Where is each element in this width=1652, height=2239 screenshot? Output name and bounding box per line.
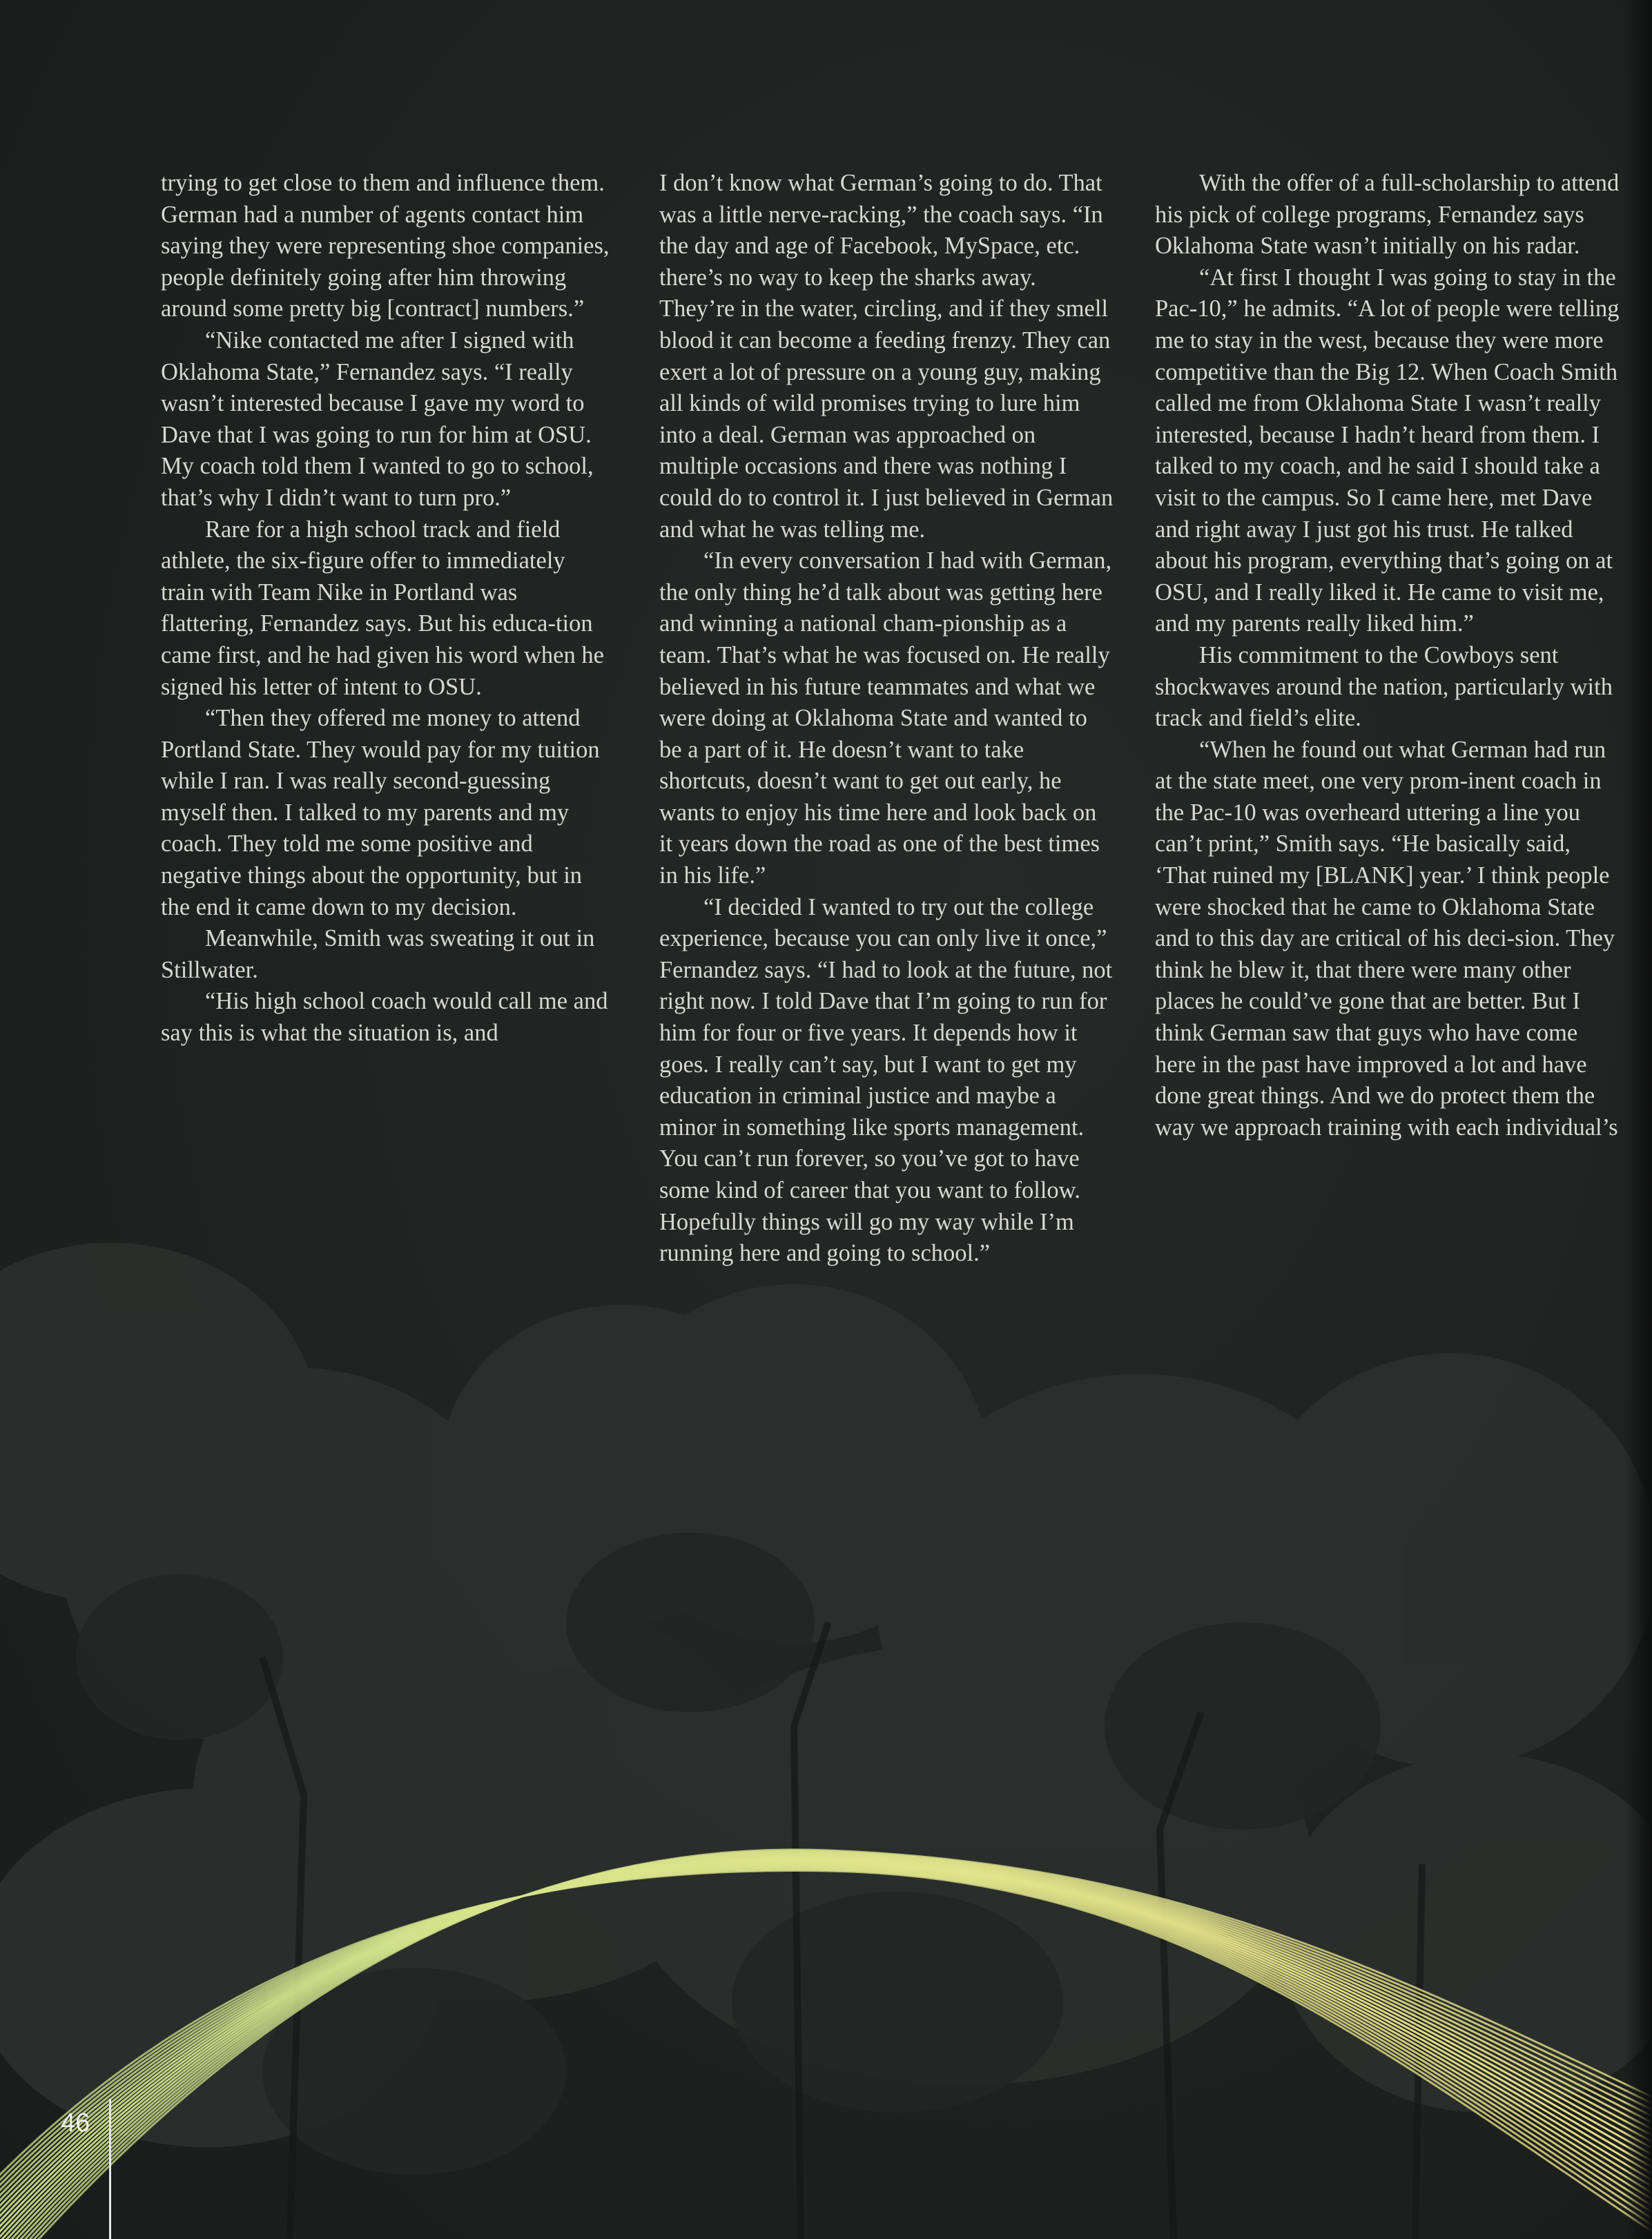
article-column-2 xyxy=(659,168,1115,1270)
paragraph: Rare for a high school track and field athlete, the six-figure offer to immediately train with Team Nike in Portland was flattering, Fernandez says. But his educa-tion came first, and he had given his word when he signed his letter of intent to OSU. xyxy=(161,516,604,700)
paragraph: “Nike contacted me after I signed with Oklahoma State,” Fernandez says. “I really wasn’t interested because I gave my word to Dave that I was going to run for him at OSU. My coach told them I wanted to go to school, that’s why I didn’t want to turn pro.” xyxy=(161,327,594,511)
paragraph: “I decided I wanted to try out the college experience, because you can only live it once,” Fernandez says. “I had to look at the future, not right now. I told Dave that I’m going to run for him for four or five years. It depends how it goes. I really can’t say, but I want to get my education in criminal justice and maybe a minor in something like sports management. You can’t run forever, so you’ve got to have some kind of career that you want to follow. Hopefully things will go my way while I’m running here and going to school.” xyxy=(659,893,1113,1267)
paragraph: “In every conversation I had with German, the only thing he’d talk about was getting here and winning a national cham-pionship as a team. That’s what he was focused on. He really believed in his future teammates and what we were doing at Oklahoma State and wanted to be a part of it. He doesn’t want to take shortcuts, doesn’t want to get out early, he wants to enjoy his time here and look back on it years down the road as one of the best times in his life.” xyxy=(659,547,1112,889)
paragraph: Meanwhile, Smith was sweating it out in Stillwater. xyxy=(161,925,595,983)
paragraph: With the offer of a full-scholarship to attend his pick of college programs, Fernandez says Oklahoma State wasn’t initially on his radar. xyxy=(1155,170,1620,260)
page-gutter-shadow xyxy=(1624,0,1652,2239)
swoosh-line xyxy=(0,1865,1652,2220)
article-column-1 xyxy=(161,168,611,1049)
paragraph: “Then they offered me money to attend Portland State. They would pay for my tuition while I ran. I was really second-guessing myself then. I talked to my parents and my coach. They told me some positive and negative things about the opportunity, but in the end it came down to my decision. xyxy=(161,705,600,920)
article-column-3 xyxy=(1155,168,1624,1143)
page-number: 46 xyxy=(61,2109,90,2138)
paragraph: “At first I thought I was going to stay in the Pac-10,” he admits. “A lot of people were telling me to stay in the west, because they were more competitive than the Big 12. When Coach Smith called me from Oklahoma State I wasn’t really interested, because I hadn’t heard from them. I talked to my coach, and he said I should take a visit to the campus. So I came here, met Dave and right away I just got his trust. He talked about his program, everything that’s going on at OSU, and I really liked it. He came to visit me, and my parents really liked him.” xyxy=(1155,264,1620,637)
paragraph: trying to get close to them and influence them. German had a number of agents contact him saying they were representing shoe companies, people definitely going after him throwing around some pretty big [contract] numbers.” xyxy=(161,170,610,322)
paragraph: I don’t know what German’s going to do. That was a little nerve-racking,” the coach says. “In the day and age of Facebook, MySpace, etc. there’s no way to keep the sharks away. They’re in the water, circling, and if they smell blood it can become a feeding frenzy. They can exert a lot of pressure on a young guy, making all kinds of wild promises trying to lure him into a deal. German was approached on multiple occasions and there was nothing I could do to control it. I just believed in German and what he was telling me. xyxy=(659,170,1114,543)
paragraph: “His high school coach would call me and say this is what the situation is, and xyxy=(161,988,608,1047)
swoosh-line xyxy=(0,1858,1652,2239)
paragraph: “When he found out what German had run at the state meet, one very prom-inent coach in the Pac-10 was overheard uttering a line you can’t print,” Smith says. “He basically said, ‘That ruined my [BLANK] year.’ I think people were shocked that he came to Oklahoma State and to this day are critical of his deci-sion. They think he blew it, that there were many other places he could’ve gone that are better. But I think German saw that guys who have come here in the past have improved a lot and have done great things. And we do protect them the way we approach training with each individual’s xyxy=(1155,736,1618,1141)
swoosh-line xyxy=(0,1857,1652,2239)
paragraph: His commitment to the Cowboys sent shockwaves around the nation, particularly with track and field’s elite. xyxy=(1155,641,1613,732)
page-number-rule xyxy=(109,2099,111,2239)
swoosh-line xyxy=(0,1871,1652,2239)
